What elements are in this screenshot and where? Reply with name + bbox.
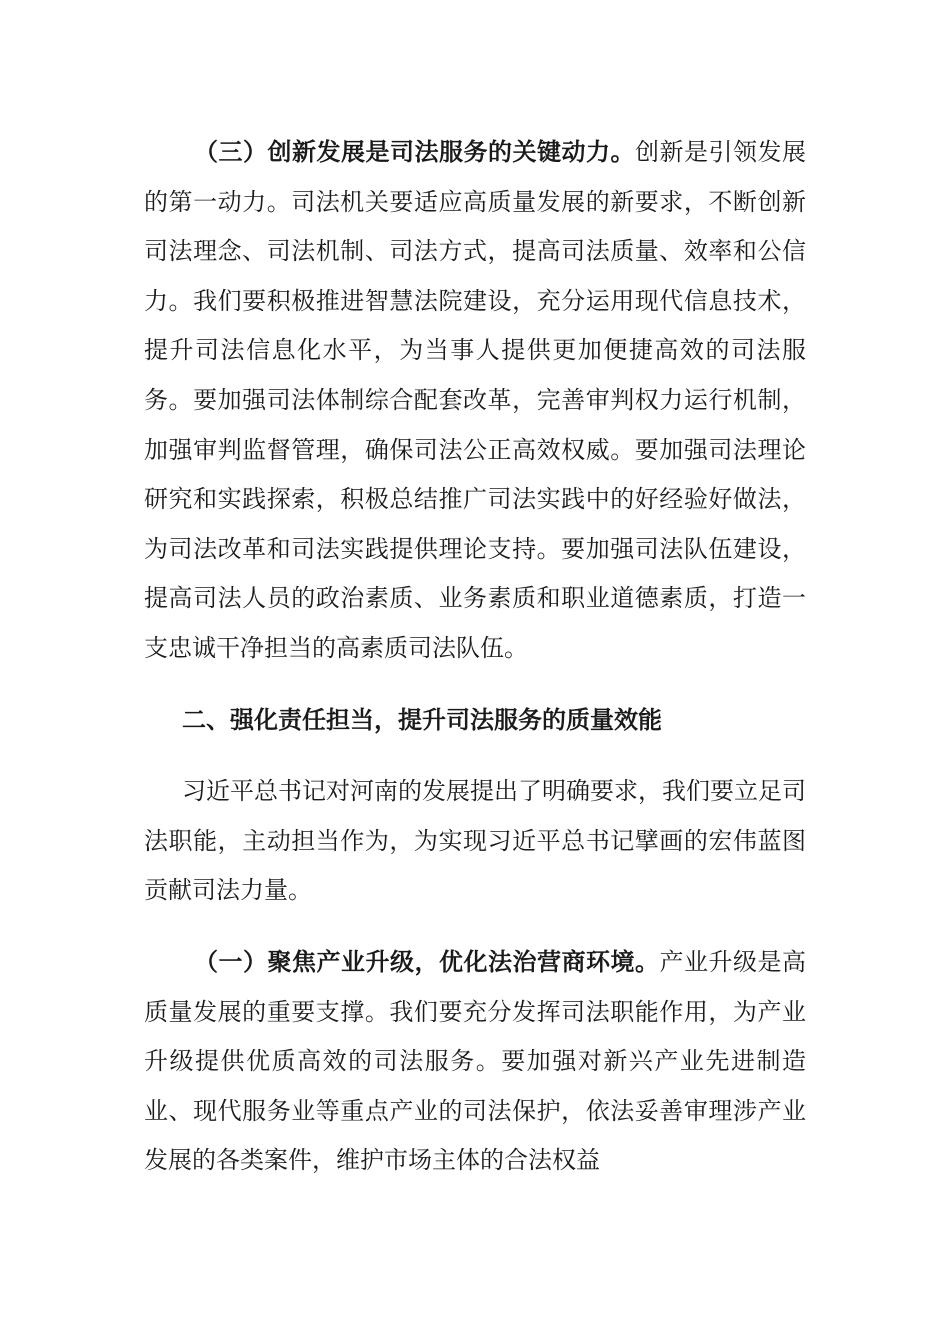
section-3-lead: （三）创新发展是司法服务的关键动力。 bbox=[194, 138, 635, 166]
section-3-body: 创新是引领发展的第一动力。司法机关要适应高质量发展的新要求，不断创新司法理念、司法机制、司法方式，提高司法质量、效率和公信力。我们要积极推进智慧法院建设，充分运用现代信息技术，提升司法信息化水平，为当事人提供更加便捷高效的司法服务。要加强司法体制综合配套改革，完善审判权力运行机制，加强审判监督管理，确保司法公正高效权威。要加强司法理论研究和实践探索，积极总结推广司法实践中的好经验好做法，为司法改革和司法实践提供理论支持。要加强司法队伍建设，提高司法人员的政治素质、业务素质和职业道德素质，打造一支忠诚干净担当的高素质司法队伍。 bbox=[144, 138, 806, 662]
section-1-body: 产业升级是高质量发展的重要支撑。我们要充分发挥司法职能作用，为产业升级提供优质高效的司法服务。要加强对新兴产业先进制造业、现代服务业等重点产业的司法保护，依法妥善审理涉产业发展的各类案件，维护市场主体的合法权益 bbox=[144, 947, 806, 1175]
part-2-heading: 二、强化责任担当，提升司法服务的质量效能 bbox=[182, 705, 662, 734]
part-2-intro: 习近平总书记对河南的发展提出了明确要求，我们要立足司法职能，主动担当作为，为实现习近平总书记擘画的宏伟蓝图贡献司法力量。 bbox=[144, 777, 806, 905]
section-1-lead: （一）聚焦产业升级，优化法治营商环境。 bbox=[194, 947, 660, 976]
document-page bbox=[144, 128, 806, 1186]
paragraph-section-1 bbox=[144, 938, 806, 1186]
paragraph-section-3 bbox=[144, 128, 806, 674]
